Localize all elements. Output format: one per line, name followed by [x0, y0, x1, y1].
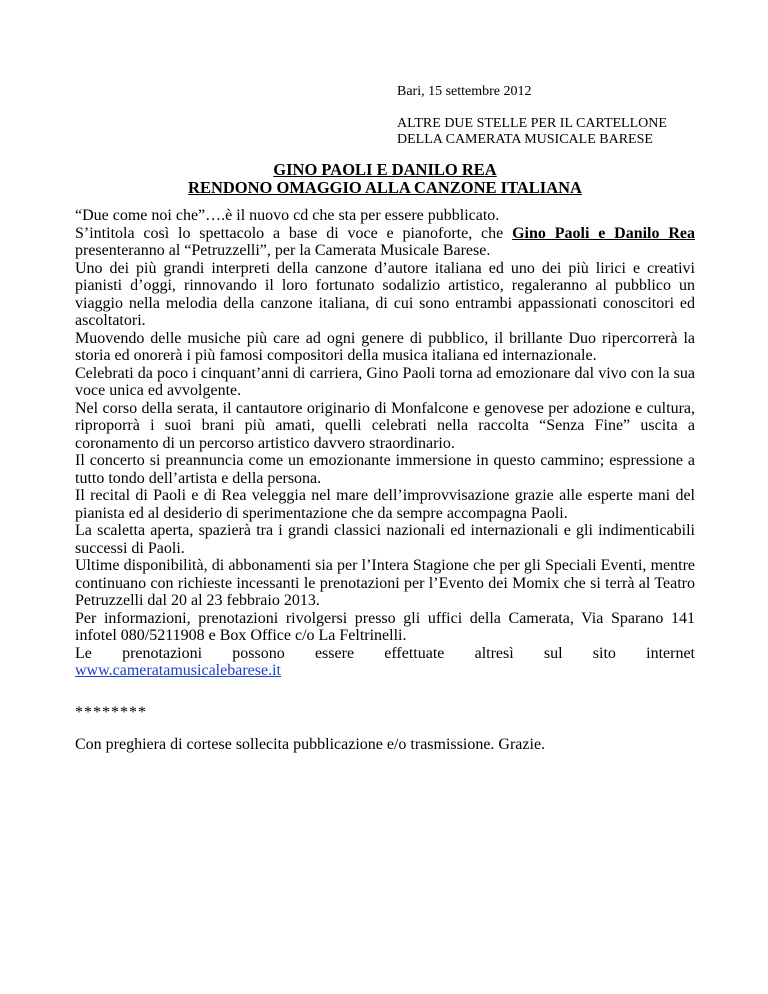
- paragraph-2-start: S’intitola così lo spettacolo a base di voce e pianoforte, che: [75, 224, 513, 242]
- paragraph-10: Ultime disponibilità, di abbonamenti sia per l’Intera Stagione che per gli Speciali Eventi, mentre continuano con richieste incessanti le prenotazioni per l’Evento dei Momix che si terrà al Teatro Petruzzelli dal 20 al 23 febbraio 2013.: [75, 557, 695, 609]
- title-line-2: RENDONO OMAGGIO ALLA CANZONE ITALIANA: [188, 178, 582, 197]
- separator: ********: [75, 704, 147, 721]
- closing-line: Con preghiera di cortese sollecita pubblicazione e/o trasmissione. Grazie.: [75, 736, 546, 753]
- paragraph-4: Muovendo delle musiche più care ad ogni genere di pubblico, il brillante Duo ripercorrerà la storia ed onorerà i più famosi compositori della musica italiana ed internazionale.: [75, 329, 695, 364]
- paragraph-1: “Due come noi che”….è il nuovo cd che sta per essere pubblicato.: [75, 207, 500, 224]
- title-block: [75, 161, 695, 197]
- paragraph-6: Nel corso della serata, il cantautore originario di Monfalcone e genovese per adozione e cultura, riproporrà i suoi brani più amati, quelli celebrati nella raccolta “Senza Fine” uscita a coronamento di un percorso artistico davvero straordinario.: [75, 399, 695, 452]
- title-line-1: GINO PAOLI E DANILO REA: [273, 160, 497, 179]
- body-text: [75, 207, 695, 680]
- website-link[interactable]: www.cameratamusicalebarese.it: [75, 662, 281, 679]
- subtitle-line-2: DELLA CAMERATA MUSICALE BARESE: [397, 132, 653, 147]
- paragraph-3: Uno dei più grandi interpreti della canzone d’autore italiana ed uno dei più lirici e creativi pianisti d’oggi, rinnovando il loro fortunato sodalizio artistico, regaleranno al pubblico un viaggio nella melodia della canzone italiana, di cui sono entrambi appassionati conoscitori ed ascoltatori.: [75, 259, 695, 329]
- website-line: [75, 662, 695, 680]
- date-line: Bari, 15 settembre 2012: [397, 84, 532, 99]
- paragraph-11: Per informazioni, prenotazioni rivolgersi presso gli uffici della Camerata, Via Sparano 141 infotel 080/5211908 e Box Office c/o La Feltrinelli.: [75, 609, 695, 644]
- paragraph-5: Celebrati da poco i cinquant’anni di carriera, Gino Paoli torna ad emozionare dal vivo con la sua voce unica ed avvolgente.: [75, 364, 695, 399]
- paragraph-12: Le prenotazioni possono essere effettuate altresì sul sito internet: [75, 644, 695, 662]
- paragraph-2: [75, 225, 695, 260]
- artist-names: Gino Paoli e Danilo Rea: [512, 224, 695, 242]
- paragraph-7: Il concerto si preannuncia come un emozionante immersione in questo cammino; espressione a tutto tondo dell’artista e della persona.: [75, 452, 695, 487]
- paragraph-2-end: presenteranno al “Petruzzelli”, per la Camerata Musicale Barese.: [75, 242, 491, 259]
- subtitle-line-1: ALTRE DUE STELLE PER IL CARTELLONE: [397, 116, 667, 131]
- header-block: [397, 84, 717, 148]
- paragraph-9: La scaletta aperta, spazierà tra i grandi classici nazionali ed internazionali e gli indimenticabili successi di Paoli.: [75, 522, 695, 557]
- paragraph-8: Il recital di Paoli e di Rea veleggia nel mare dell’improvvisazione grazie alle esperte mani del pianista ed al desiderio di sperimentazione che da sempre accompagna Paoli.: [75, 487, 695, 522]
